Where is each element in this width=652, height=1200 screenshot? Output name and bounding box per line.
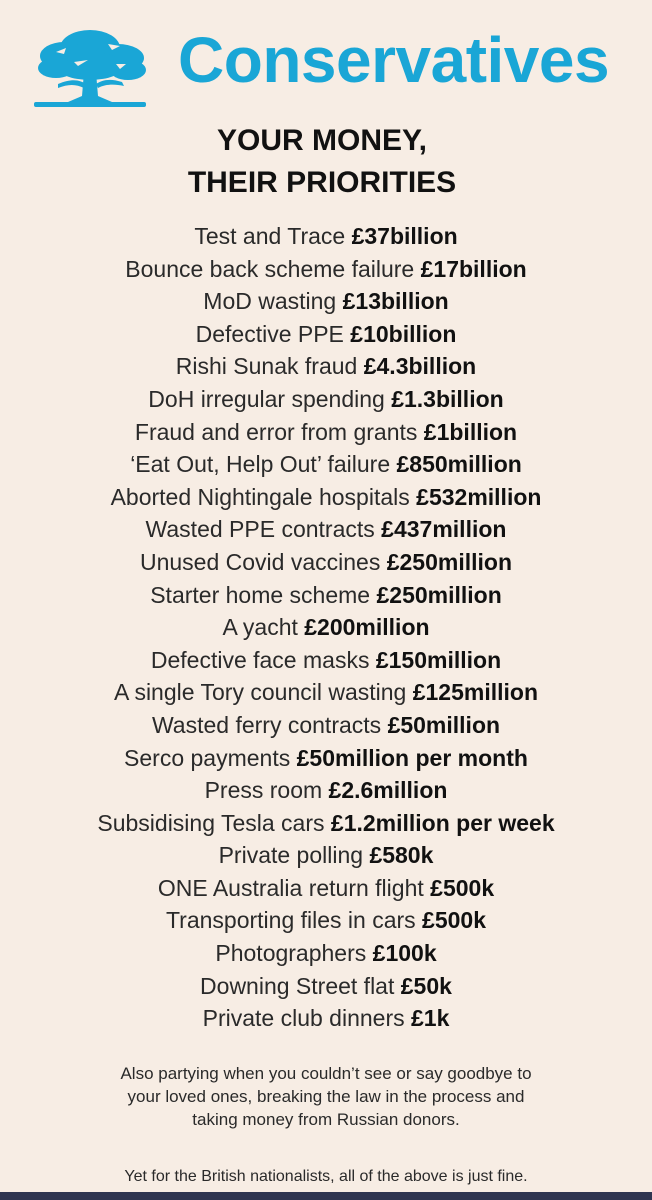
item-label: DoH irregular spending [148,385,385,412]
list-item [0,742,652,775]
item-label: Press room [204,777,323,804]
item-amount: £50million [387,711,501,738]
item-label: Aborted Nightingale hospitals [110,483,410,510]
item-amount: £10billion [350,320,457,347]
bottom-bar [0,1192,652,1200]
item-amount: £37billion [351,223,458,249]
item-amount: £532million [416,483,542,510]
item-amount: £1.2million per week [330,809,555,836]
item-amount: £500k [422,907,487,934]
footer-text: Yet for the British nationalists, all of the above is just fine. [124,1168,528,1185]
item-amount: £100k [372,940,437,967]
list-item [0,644,652,677]
item-amount: £1billion [423,418,518,445]
list-item [0,1002,652,1035]
item-amount: £2.6million [328,777,448,804]
closing-note [20,1062,632,1131]
item-label: Transporting files in cars [165,907,416,934]
item-amount: £125million [412,679,538,706]
item-label: Test and Trace [194,223,346,249]
list-item [0,285,652,318]
list-item [0,676,652,709]
item-amount: £500k [430,874,495,901]
item-label: MoD wasting [203,288,337,315]
item-label: Fraud and error from grants [134,418,418,445]
item-label: ‘Eat Out, Help Out’ failure [130,451,391,478]
item-label: A yacht [222,614,298,641]
item-amount: £850million [396,451,522,478]
brand-name: Conservatives [178,24,610,96]
item-amount: £17billion [420,255,527,282]
item-amount: £4.3billion [363,353,477,380]
headline-line-2: THEIR PRIORITIES [187,166,457,199]
brand-header [22,18,652,110]
item-label: A single Tory council wasting [113,679,407,706]
list-item [0,872,652,905]
item-label: Serco payments [124,744,291,771]
list-item [0,448,652,481]
list-item [0,383,652,416]
item-label: Private polling [218,842,364,869]
item-label: Starter home scheme [150,581,371,608]
item-amount: £250million [386,548,512,575]
item-label: Wasted PPE contracts [145,516,375,543]
item-amount: £13billion [342,288,449,315]
list-item [0,318,652,351]
item-amount: £580k [369,842,434,869]
list-item [0,481,652,514]
list-item [0,839,652,872]
list-item [0,611,652,644]
list-item [0,253,652,286]
oak-tree-icon [28,22,152,110]
item-label: Wasted ferry contracts [151,711,382,738]
item-label: Private club dinners [202,1005,405,1032]
item-amount: £50k [400,972,452,999]
list-item [0,350,652,383]
item-label: Bounce back scheme failure [125,255,415,282]
list-item [0,513,652,546]
item-amount: £1k [411,1005,450,1032]
note-line-3: taking money from Russian donors. [192,1110,460,1129]
list-item [0,970,652,1003]
list-item [0,937,652,970]
item-amount: £437million [381,516,507,543]
headline-line-1: YOUR MONEY, [216,124,428,157]
item-amount: £200million [304,614,430,641]
note-line-2: your loved ones, breaking the law in the process and [127,1087,525,1106]
note-line-1: Also partying when you couldn’t see or say goodbye to [120,1064,532,1083]
item-label: Downing Street flat [200,972,395,999]
item-amount: £250million [376,581,502,608]
item-label: Unused Covid vaccines [139,548,381,575]
item-label: Rishi Sunak fraud [175,353,358,380]
list-item [0,416,652,449]
list-item [0,546,652,579]
headline [0,120,652,204]
item-amount: £50million per month [296,744,528,771]
list-item [0,904,652,937]
list-item [0,579,652,612]
list-item [0,774,652,807]
item-label: ONE Australia return flight [157,874,424,901]
list-item [0,709,652,742]
list-item [0,220,652,253]
item-amount: £150million [375,646,502,673]
list-item [0,807,652,840]
item-label: Photographers [215,940,367,967]
item-label: Subsidising Tesla cars [97,809,325,836]
item-label: Defective face masks [150,646,370,673]
item-amount: £1.3billion [391,385,504,412]
item-label: Defective PPE [195,320,344,347]
spending-list [0,220,652,1035]
